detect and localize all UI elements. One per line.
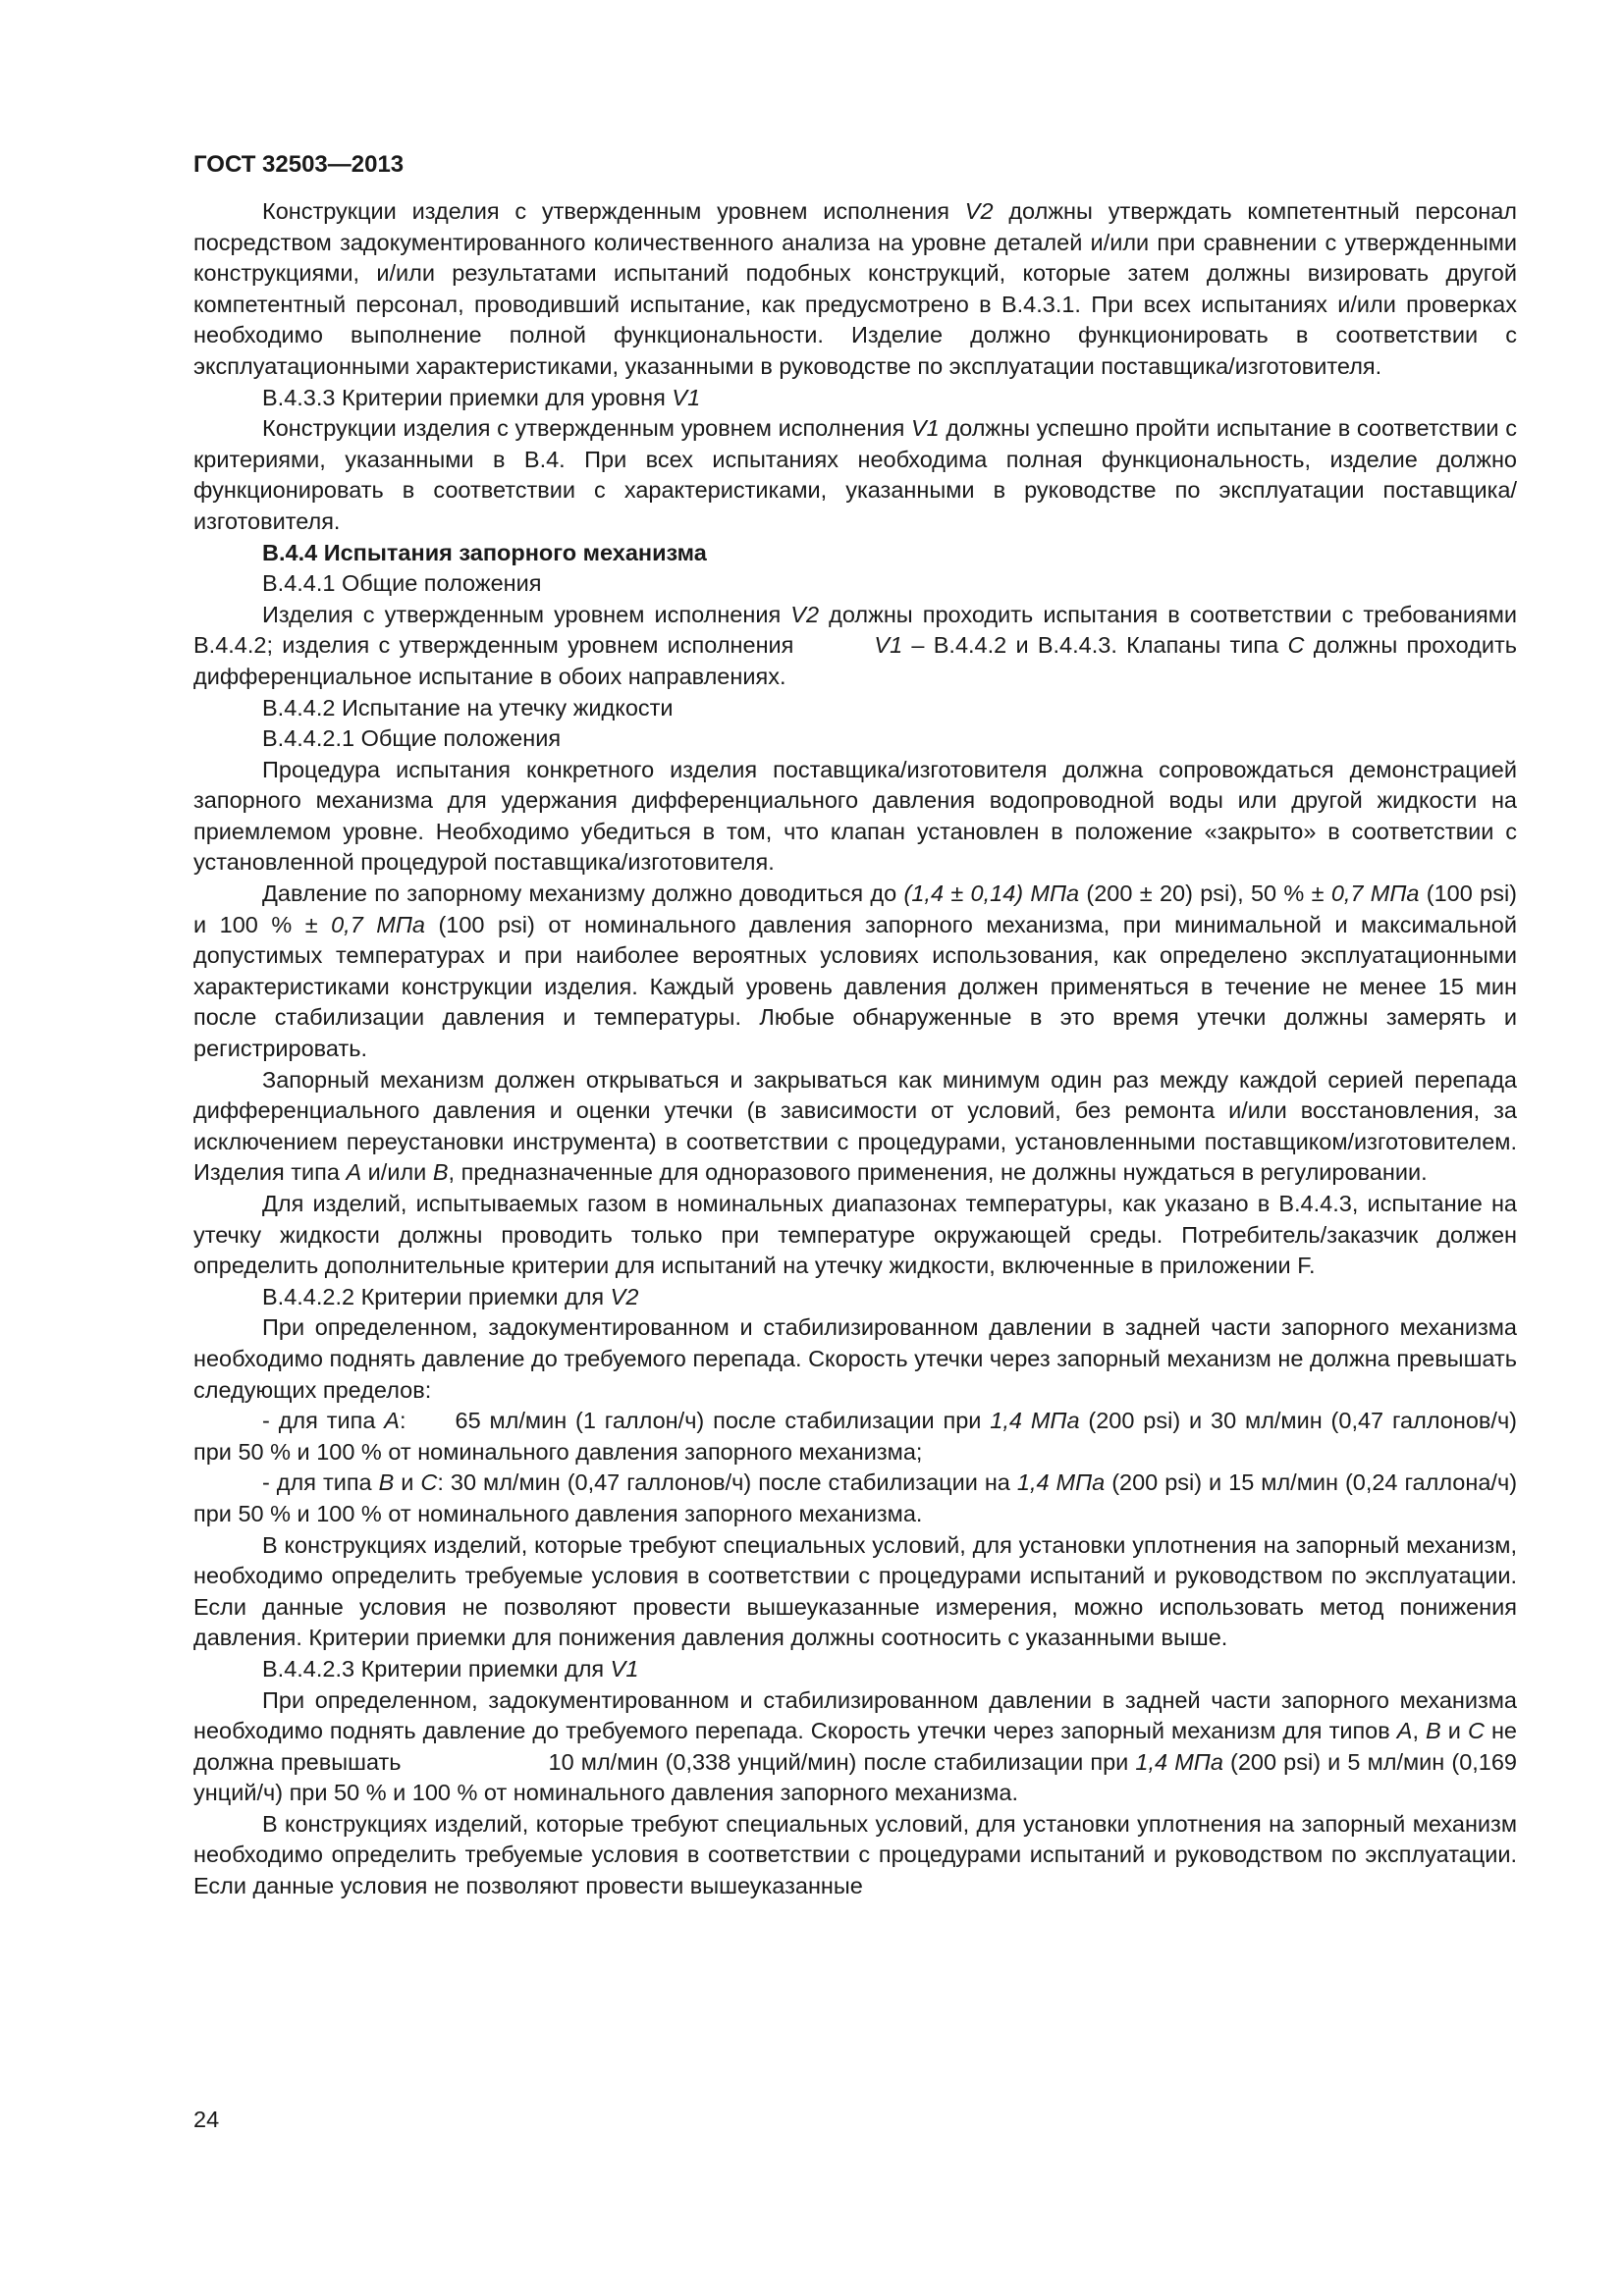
document-header: ГОСТ 32503—2013 [193,151,405,178]
paragraph-v1-approval: Конструкции изделия с утвержденным уровнем исполнения V1 должны успешно пройти испытание в соответствии с критериями, указанными в В.4. При всех испытаниях необходима полная функциональность, изделие должно функционировать в соответствии с характеристиками, указанными в руководстве по эксплуатации поставщика/изготовителя. [193,415,1517,534]
paragraph-pressure-levels: Давление по запорному механизму должно доводиться до (1,4 ± 0,14) МПа (200 ± 20) psi), 50 % ± 0,7 МПа (100 psi) и 100 % ± 0,7 МПа (100 psi) от номинального давления запорного механизма, при минимальной и максимальной допустимых температурах и при наиболее вероятных условиях использования, как определено эксплуатационными характеристиками конструкции изделия. Каждый уровень давления должен применяться в течение не менее 15 мин после стабилизации давления и температуры. Любые обнаруженные в это время утечки должны замерять и регистрировать. [193,881,1518,1062]
section-heading-b4-3-3: В.4.3.3 Критерии приемки для уровня V1 [262,384,701,410]
paragraph-open-close-cycle: Запорный механизм должен открываться и закрываться как минимум один раз между каждой серией перепада дифференциального давления и оценки утечки (в зависимости от условий, без ремонта и/или восстановления, за исключением переустановки инструмента) в соответствии с процедурами, установленными поставщиком/изготовителем. Изделия типа А и/или В, предназначенные для одноразового применения, не должны нуждаться в регулировании. [193,1066,1517,1186]
section-heading-b4-4-2-1: В.4.4.2.1 Общие положения [262,725,562,752]
page-number: 24 [193,2107,220,2132]
paragraph-v1-leak-rate: При определенном, задокументированном и стабилизированном давлении в задней части запорного механизма необходимо поднять давление до требуемого перепада. Скорость утечки через запорный механизм для типов А, В и С не должна превышать 10 мл/мин (0,338 унций/мин) после стабилизации при 1,4 МПа (200 psi) и 5 мл/мин (0,169 унций/ч) при 50 % и 100 % от номинального давления запорного механизма. [193,1686,1518,1806]
paragraph-v2-leak-rate: При определенном, задокументированном и стабилизированном давлении в задней части запорного механизма необходимо поднять давление до требуемого перепада. Скорость утечки через запорный механизм не должна превышать следующих пределов: [193,1314,1517,1403]
section-heading-b4-4-2-3: В.4.4.2.3 Критерии приемки для V1 [262,1655,639,1682]
paragraph-test-procedure: Процедура испытания конкретного изделия поставщика/изготовителя должна сопровождаться демонстрацией запорного механизма для удержания дифференциального давления водопроводной воды или другой жидкости на приемлемом уровне. Необходимо убедиться в том, что клапан установлен в положение «закрыто» в соответствии с установленной процедурой поставщика/изготовителя. [193,756,1517,876]
paragraph-special-conditions-v1: В конструкциях изделий, которые требуют специальных условий, для установки уплотнения на запорный механизм необходимо определить требуемые условия в соответствии с процедурами испытаний и руководством по эксплуатации. Если данные условия не позволяют провести вышеуказанные [193,1810,1517,1899]
paragraph-v2-approval: Конструкции изделия с утвержденным уровнем исполнения V2 должны утверждать компетентный персонал посредством задокументированного количественного анализа на уровне деталей и/или при сравнении с утвержденными конструкциями, и/или результатами испытаний подобных конструкций, которые затем должны визировать другой компетентный персонал, проводивший испытание, как предусмотрено в В.4.3.1. При всех испытаниях и/или проверках необходимо выполнение полной функциональности. Изделие должно функционировать в соответствии с эксплуатационными характеристиками, указанными в руководстве по эксплуатации поставщика/изготовителя. [193,198,1517,379]
section-heading-b4-4-2-2: В.4.4.2.2 Критерии приемки для V2 [262,1283,639,1309]
list-item-type-a: - для типа А: 65 мл/мин (1 галлон/ч) после стабилизации при 1,4 МПа (200 psi) и 30 мл/мин (0,47 галлонов/ч) при 50 % и 100 % от номинального давления запорного механизма; [193,1408,1518,1465]
paragraph-general-provisions: Изделия с утвержденным уровнем исполнения V2 должны проходить испытания в соответствии с требованиями В.4.4.2; изделия с утвержденным уровнем исполнения V1 – В.4.4.2 и В.4.4.3. Клапаны типа С должны проходить дифференциальное испытание в обоих направлениях. [193,601,1517,689]
paragraph-gas-tested-products: Для изделий, испытываемых газом в номинальных диапазонах температуры, как указано в В.4.4.3, испытание на утечку жидкости должны проводить только при температуре окружающей среды. Потребитель/заказчик должен определить дополнительные критерии для испытаний на утечку жидкости, включенные в приложении F. [193,1191,1517,1279]
section-heading-b4-4-2: В.4.4.2 Испытание на утечку жидкости [262,694,674,721]
paragraph-special-conditions-v2: В конструкциях изделий, которые требуют специальных условий, для установки уплотнения на запорный механизм, необходимо определить требуемые условия в соответствии с процедурами испытаний и руководством по эксплуатации. Если данные условия не позволяют провести вышеуказанные измерения, можно использовать метод понижения давления. Критерии приемки для понижения давления должны соотносить с указанными выше. [193,1531,1517,1651]
section-heading-b4-4-1: В.4.4.1 Общие положения [262,570,542,597]
list-item-type-b-c: - для типа В и С: 30 мл/мин (0,47 галлонов/ч) после стабилизации на 1,4 МПа (200 psi) и 15 мл/мин (0,24 галлона/ч) при 50 % и 100 % от номинального давления запорного механизма. [193,1469,1518,1526]
section-heading-b4-4: В.4.4 Испытания запорного механизма [262,539,707,565]
document-page [193,145,1517,1902]
